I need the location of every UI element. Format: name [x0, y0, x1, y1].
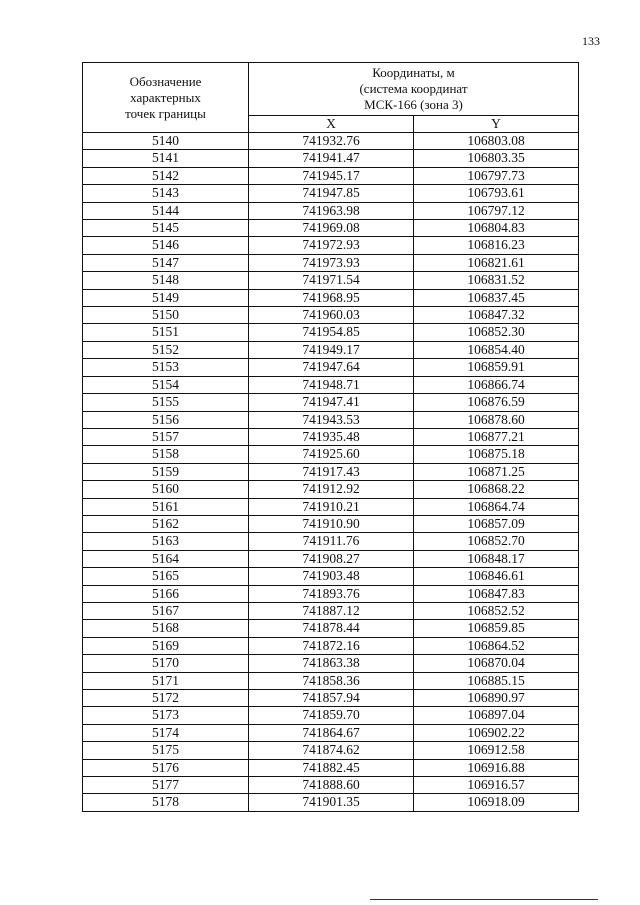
table-row [83, 672, 579, 689]
x-coordinate-cell: 741968.95 [249, 289, 414, 306]
x-coordinate-cell: 741858.36 [249, 672, 414, 689]
y-coordinate-cell: 106878.60 [414, 411, 579, 428]
x-coordinate-cell: 741948.71 [249, 376, 414, 393]
table-row [83, 585, 579, 602]
point-id-cell: 5145 [83, 220, 249, 237]
x-coordinate-cell: 741971.54 [249, 272, 414, 289]
table-row [83, 637, 579, 654]
y-coordinate-cell: 106897.04 [414, 707, 579, 724]
point-id-cell: 5176 [83, 759, 249, 776]
y-coordinate-cell: 106916.57 [414, 777, 579, 794]
point-id-cell: 5164 [83, 550, 249, 567]
y-coordinate-cell: 106803.35 [414, 150, 579, 167]
table-row [83, 202, 579, 219]
y-coordinate-cell: 106852.30 [414, 324, 579, 341]
x-coordinate-cell: 741943.53 [249, 411, 414, 428]
y-coordinate-cell: 106875.18 [414, 446, 579, 463]
x-coordinate-cell: 741973.93 [249, 254, 414, 271]
x-coordinate-cell: 741954.85 [249, 324, 414, 341]
x-coordinate-cell: 741960.03 [249, 307, 414, 324]
y-coordinate-cell: 106793.61 [414, 185, 579, 202]
y-coordinate-cell: 106871.25 [414, 463, 579, 480]
x-coordinate-cell: 741882.45 [249, 759, 414, 776]
y-coordinate-cell: 106870.04 [414, 655, 579, 672]
y-coordinate-cell: 106804.83 [414, 220, 579, 237]
x-coordinate-cell: 741908.27 [249, 550, 414, 567]
point-id-cell: 5156 [83, 411, 249, 428]
table-row [83, 237, 579, 254]
point-id-cell: 5155 [83, 394, 249, 411]
point-id-cell: 5177 [83, 777, 249, 794]
table-row [83, 254, 579, 271]
point-id-cell: 5143 [83, 185, 249, 202]
point-header-line: характерных [130, 89, 201, 105]
point-id-cell: 5178 [83, 794, 249, 811]
point-id-cell: 5150 [83, 307, 249, 324]
y-column-header: Y [414, 116, 579, 133]
point-id-cell: 5141 [83, 150, 249, 167]
x-coordinate-cell: 741941.47 [249, 150, 414, 167]
x-coordinate-cell: 741872.16 [249, 637, 414, 654]
y-coordinate-cell: 106918.09 [414, 794, 579, 811]
coord-header-line: (система координат [359, 81, 468, 96]
y-coordinate-cell: 106847.32 [414, 307, 579, 324]
point-header-line: Обозначение [129, 73, 202, 89]
table-row [83, 707, 579, 724]
point-id-cell: 5168 [83, 620, 249, 637]
table-row [83, 220, 579, 237]
y-coordinate-cell: 106912.58 [414, 742, 579, 759]
x-coordinate-cell: 741893.76 [249, 585, 414, 602]
table-row [83, 428, 579, 445]
table-row [83, 515, 579, 532]
y-coordinate-cell: 106797.73 [414, 167, 579, 184]
table-row [83, 167, 579, 184]
x-coordinate-cell: 741864.67 [249, 724, 414, 741]
x-coordinate-cell: 741932.76 [249, 133, 414, 150]
y-coordinate-cell: 106846.61 [414, 568, 579, 585]
y-coordinate-cell: 106852.70 [414, 533, 579, 550]
point-id-cell: 5163 [83, 533, 249, 550]
x-coordinate-cell: 741917.43 [249, 463, 414, 480]
table-row [83, 690, 579, 707]
page-number: 133 [582, 34, 600, 48]
table-row [83, 185, 579, 202]
y-coordinate-cell: 106876.59 [414, 394, 579, 411]
x-coordinate-cell: 741972.93 [249, 237, 414, 254]
point-id-cell: 5167 [83, 602, 249, 619]
y-coordinate-cell: 106797.12 [414, 202, 579, 219]
point-id-cell: 5146 [83, 237, 249, 254]
table-row [83, 394, 579, 411]
table-row [83, 481, 579, 498]
table-row [83, 359, 579, 376]
coordinates-header [249, 63, 579, 116]
x-coordinate-cell: 741947.85 [249, 185, 414, 202]
table-row [83, 376, 579, 393]
y-coordinate-cell: 106847.83 [414, 585, 579, 602]
table-row [83, 341, 579, 358]
y-coordinate-cell: 106837.45 [414, 289, 579, 306]
table-row [83, 777, 579, 794]
footer-rule [370, 899, 598, 900]
table-row [83, 568, 579, 585]
point-id-cell: 5160 [83, 481, 249, 498]
x-coordinate-cell: 741910.21 [249, 498, 414, 515]
x-coordinate-cell: 741945.17 [249, 167, 414, 184]
table-row [83, 150, 579, 167]
point-id-cell: 5174 [83, 724, 249, 741]
table-row [83, 133, 579, 150]
x-coordinate-cell: 741963.98 [249, 202, 414, 219]
point-id-cell: 5161 [83, 498, 249, 515]
point-id-cell: 5165 [83, 568, 249, 585]
point-id-cell: 5144 [83, 202, 249, 219]
x-coordinate-cell: 741887.12 [249, 602, 414, 619]
x-coordinate-cell: 741859.70 [249, 707, 414, 724]
y-coordinate-cell: 106864.52 [414, 637, 579, 654]
x-coordinate-cell: 741935.48 [249, 428, 414, 445]
table-row [83, 724, 579, 741]
x-coordinate-cell: 741912.92 [249, 481, 414, 498]
point-id-cell: 5157 [83, 428, 249, 445]
y-coordinate-cell: 106831.52 [414, 272, 579, 289]
point-id-cell: 5142 [83, 167, 249, 184]
y-coordinate-cell: 106877.21 [414, 428, 579, 445]
point-id-cell: 5153 [83, 359, 249, 376]
y-coordinate-cell: 106803.08 [414, 133, 579, 150]
table-row [83, 620, 579, 637]
table-row [83, 550, 579, 567]
x-coordinate-cell: 741969.08 [249, 220, 414, 237]
point-id-cell: 5171 [83, 672, 249, 689]
point-id-cell: 5162 [83, 515, 249, 532]
point-id-cell: 5159 [83, 463, 249, 480]
x-coordinate-cell: 741857.94 [249, 690, 414, 707]
point-id-cell: 5172 [83, 690, 249, 707]
table-row [83, 411, 579, 428]
y-coordinate-cell: 106852.52 [414, 602, 579, 619]
y-coordinate-cell: 106885.15 [414, 672, 579, 689]
point-id-cell: 5169 [83, 637, 249, 654]
point-id-cell: 5175 [83, 742, 249, 759]
table-row [83, 533, 579, 550]
point-id-cell: 5152 [83, 341, 249, 358]
x-coordinate-cell: 741878.44 [249, 620, 414, 637]
table-row [83, 498, 579, 515]
table-body [83, 133, 579, 812]
x-coordinate-cell: 741947.41 [249, 394, 414, 411]
table-row [83, 446, 579, 463]
table-row [83, 307, 579, 324]
x-coordinate-cell: 741947.64 [249, 359, 414, 376]
y-coordinate-cell: 106848.17 [414, 550, 579, 567]
point-id-cell: 5148 [83, 272, 249, 289]
y-coordinate-cell: 106821.61 [414, 254, 579, 271]
x-coordinate-cell: 741903.48 [249, 568, 414, 585]
point-id-cell: 5140 [83, 133, 249, 150]
y-coordinate-cell: 106864.74 [414, 498, 579, 515]
point-id-cell: 5158 [83, 446, 249, 463]
point-id-cell: 5151 [83, 324, 249, 341]
coord-header-line: Координаты, м [372, 65, 455, 80]
x-coordinate-cell: 741910.90 [249, 515, 414, 532]
table-row [83, 759, 579, 776]
point-id-cell: 5149 [83, 289, 249, 306]
table-row [83, 794, 579, 811]
y-coordinate-cell: 106859.91 [414, 359, 579, 376]
x-coordinate-cell: 741949.17 [249, 341, 414, 358]
y-coordinate-cell: 106890.97 [414, 690, 579, 707]
table-row [83, 602, 579, 619]
point-id-cell: 5166 [83, 585, 249, 602]
table-row [83, 272, 579, 289]
point-id-cell: 5147 [83, 254, 249, 271]
table-header-row [83, 63, 579, 116]
x-coordinate-cell: 741911.76 [249, 533, 414, 550]
y-coordinate-cell: 106859.85 [414, 620, 579, 637]
point-id-cell: 5170 [83, 655, 249, 672]
y-coordinate-cell: 106866.74 [414, 376, 579, 393]
coordinates-table [82, 62, 579, 812]
table-row [83, 655, 579, 672]
y-coordinate-cell: 106816.23 [414, 237, 579, 254]
point-designation-header [83, 63, 249, 133]
x-coordinate-cell: 741925.60 [249, 446, 414, 463]
point-header-line: точек границы [125, 105, 206, 121]
table-row [83, 324, 579, 341]
y-coordinate-cell: 106857.09 [414, 515, 579, 532]
x-coordinate-cell: 741888.60 [249, 777, 414, 794]
x-coordinate-cell: 741901.35 [249, 794, 414, 811]
y-coordinate-cell: 106916.88 [414, 759, 579, 776]
y-coordinate-cell: 106902.22 [414, 724, 579, 741]
point-id-cell: 5154 [83, 376, 249, 393]
x-coordinate-cell: 741863.38 [249, 655, 414, 672]
x-coordinate-cell: 741874.62 [249, 742, 414, 759]
coord-header-line: МСК-166 (зона 3) [364, 97, 463, 112]
table-row [83, 742, 579, 759]
point-id-cell: 5173 [83, 707, 249, 724]
y-coordinate-cell: 106868.22 [414, 481, 579, 498]
table-row [83, 463, 579, 480]
y-coordinate-cell: 106854.40 [414, 341, 579, 358]
table-row [83, 289, 579, 306]
x-column-header: X [249, 116, 414, 133]
